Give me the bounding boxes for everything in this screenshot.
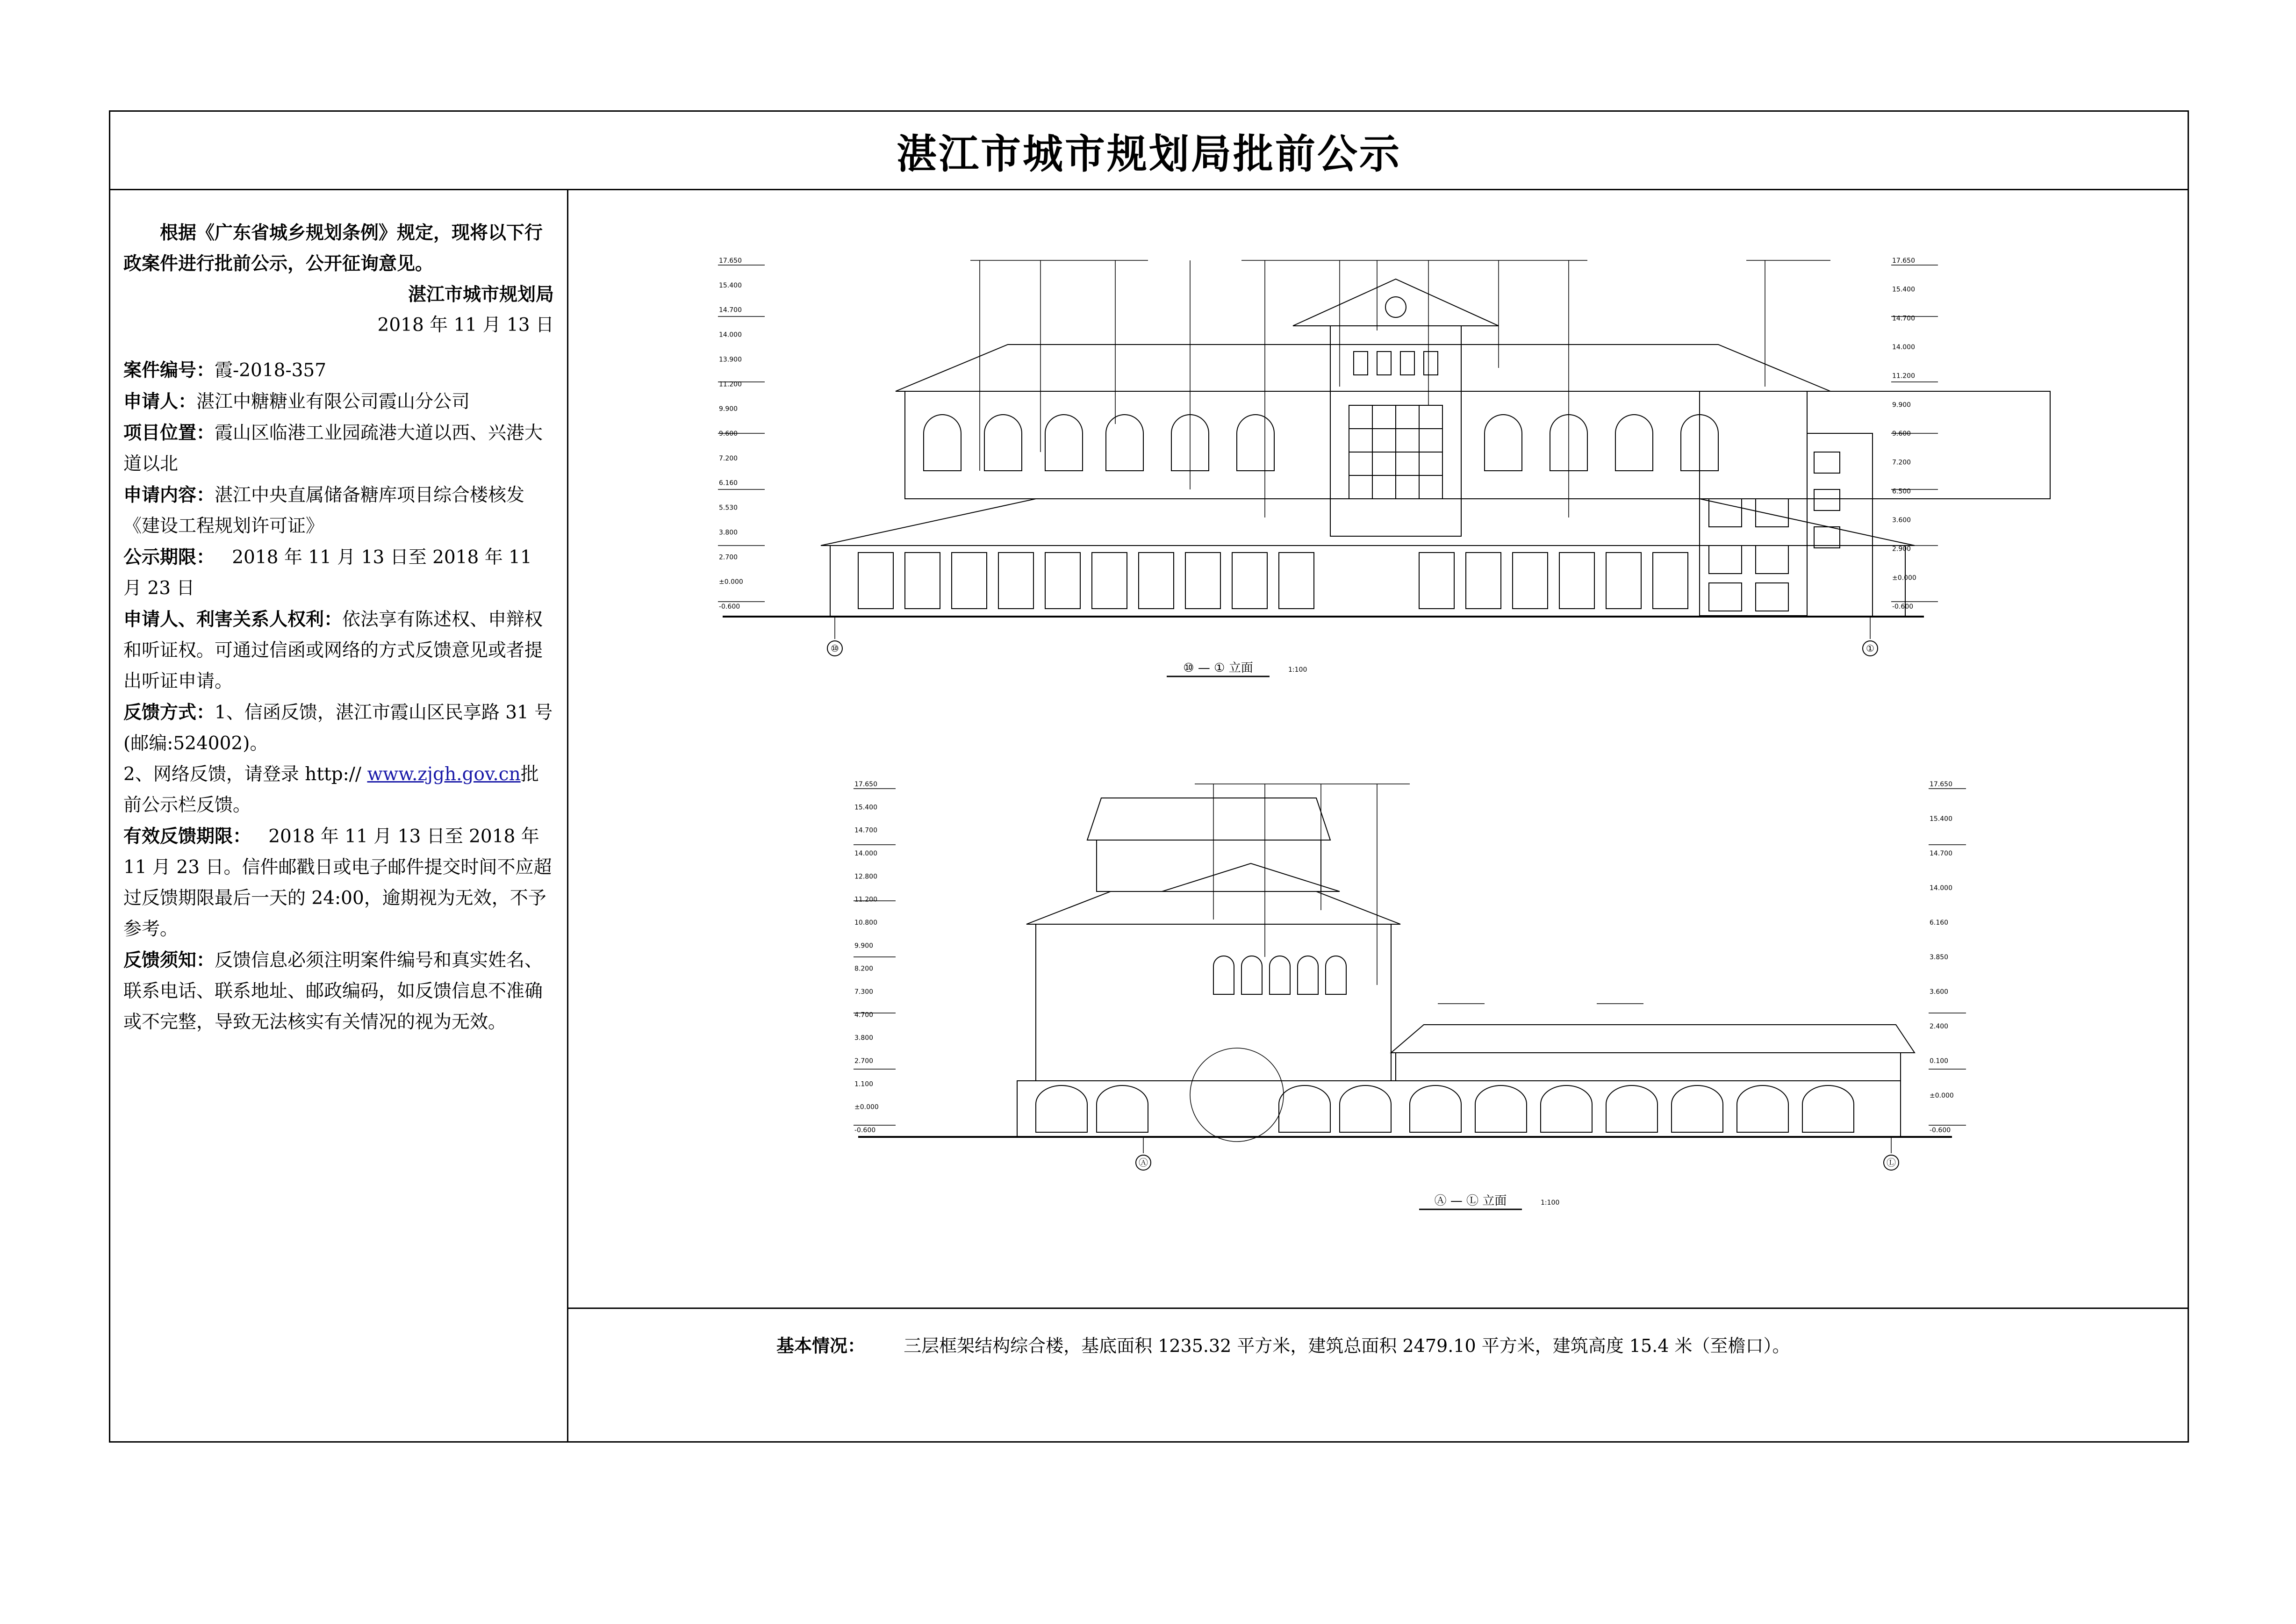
level-label: -0.600	[719, 603, 740, 611]
level-label: 7.300	[854, 988, 874, 996]
notice-date: 2018 年 11 月 13 日	[377, 315, 554, 336]
elev1-upper-block	[905, 391, 2050, 499]
elev1-level-labels	[719, 257, 743, 611]
level-label: 10.800	[854, 919, 877, 927]
level-label: 14.700	[1930, 850, 1952, 857]
elev1-scale: 1:100	[1288, 666, 1307, 674]
level-label: 2.700	[719, 553, 738, 561]
level-label: 14.700	[719, 306, 742, 314]
level-label: 8.200	[854, 965, 874, 973]
level-label: 14.000	[1892, 344, 1915, 351]
elev2-arched-windows	[1213, 956, 1346, 994]
level-label: -0.600	[1930, 1127, 1951, 1134]
elevation-drawings	[568, 190, 2188, 1309]
elev2-mid-block	[1036, 924, 1391, 1081]
drawing-column	[568, 190, 2188, 1443]
elev1-level-labels-right	[1892, 257, 1916, 611]
elev1-level-lines	[718, 265, 1938, 602]
level-label: 9.600	[719, 430, 738, 438]
level-label: 2.900	[1892, 545, 1911, 553]
page-title: 湛江市城市规划局批前公示	[897, 130, 1401, 178]
level-label: -0.600	[854, 1127, 876, 1134]
level-label: 11.200	[854, 896, 877, 904]
elev2-axis-left: Ⓐ	[1139, 1157, 1148, 1168]
level-label: 14.000	[1930, 884, 1952, 892]
level-label: -0.600	[1892, 603, 1914, 611]
level-label: 17.650	[1930, 781, 1952, 788]
elev1-tower-gable	[1293, 279, 1499, 326]
elev2-mid-gable	[1162, 863, 1340, 891]
elev2-caption: Ⓐ — Ⓛ 立面	[1434, 1194, 1507, 1208]
elev2-level-labels	[854, 781, 879, 1134]
level-label: 2.400	[1930, 1023, 1949, 1030]
level-label: 4.700	[854, 1011, 874, 1019]
level-label: 15.400	[854, 804, 877, 812]
basic-info-row	[568, 1309, 2188, 1443]
feedback-notes: 反馈须知：反馈信息必须注明案件编号和真实姓名、联系电话、联系地址、邮政编码，如反馈信息不准确或不完整，导致无法核实有关情况的视为无效。	[123, 949, 543, 1033]
basic-info-text: 三层框架结构综合楼，基底面积 1235.32 平方米，建筑总面积 2479.10 平方米，建筑高度 15.4 米（至檐口）。	[904, 1336, 1790, 1356]
basic-info-label: 基本情况：	[776, 1335, 866, 1356]
elev2-scale: 1:100	[1541, 1199, 1560, 1207]
case-number: 案件编号：霞-2018-357	[123, 359, 327, 381]
level-label: 9.600	[1892, 430, 1911, 438]
level-label: 3.850	[1930, 954, 1949, 961]
level-label: ±0.000	[1892, 574, 1916, 582]
level-label: 13.900	[719, 356, 742, 364]
level-label: ±0.000	[1930, 1092, 1954, 1099]
stakeholder-rights: 申请人、利害关系人权利：依法享有陈述权、申辩权和听证权。可通过信函或网络的方式反馈意见或者提出听证申请。	[123, 609, 543, 692]
elev2-top-box	[1097, 840, 1321, 891]
level-label: 11.200	[1892, 372, 1915, 380]
elevation-drawing-svg	[568, 190, 2188, 1308]
level-label: 7.200	[719, 454, 738, 462]
project-location: 项目位置：霞山区临港工业园疏港大道以西、兴港大道以北	[123, 422, 543, 474]
level-label: 3.800	[854, 1034, 874, 1042]
level-label: 9.900	[1892, 401, 1911, 409]
level-label: 15.400	[719, 281, 742, 289]
title-row	[110, 112, 2188, 190]
level-label: 12.800	[854, 873, 877, 881]
level-label: 14.700	[854, 826, 877, 834]
level-label: 14.000	[719, 331, 742, 339]
elev1-leader-lines	[970, 260, 1830, 517]
notice-text-column	[110, 190, 568, 1443]
level-label: 17.650	[854, 781, 877, 788]
elev1-arched-windows	[924, 415, 1718, 471]
notice-issuer: 湛江市城市规划局	[408, 284, 554, 305]
level-label: 9.900	[854, 942, 874, 950]
level-label: 15.400	[1892, 286, 1915, 294]
level-label: 3.600	[1930, 988, 1949, 996]
elev2-low-roof	[1391, 1025, 1915, 1053]
level-label: 17.650	[1892, 257, 1915, 265]
elev1-caption: ⑩ — ① 立面	[1183, 661, 1253, 675]
elev1-wing-windows	[1709, 452, 1840, 611]
valid-feedback-period: 有效反馈期限： 2018 年 11 月 13 日至 2018 年 11 月 23 日。信件邮戳日或电子邮件提交时间不应超过反馈期限最后一天的 24:00，逾期视为无效，不予参考。	[123, 826, 552, 940]
elev1-right-wing	[1700, 391, 1807, 616]
elev2-axis-right: Ⓛ	[1887, 1157, 1896, 1168]
elev1-podium-roof	[821, 499, 1915, 546]
feedback-link[interactable]: www.zjgh.gov.cn	[367, 764, 521, 785]
application-content: 申请内容：湛江中央直属储备糖库项目综合楼核发《建设工程规划许可证》	[123, 484, 525, 537]
feedback-method: 反馈方式：1、信函反馈，湛江市霞山区民享路 31 号(邮编:524002)。	[123, 702, 553, 754]
level-label: 1.100	[854, 1080, 874, 1088]
level-label: 6.160	[1930, 919, 1949, 927]
elev2-level-labels-right	[1930, 781, 1954, 1134]
elev2-ground-arcade	[1017, 1081, 1901, 1137]
elev1-tower-roundel	[1385, 297, 1406, 317]
feedback-online: 2、网络反馈，请登录 http:// www.zjgh.gov.cn批前公示栏反馈。	[123, 764, 539, 816]
elev1-ground-windows	[858, 553, 1688, 609]
level-label: 15.400	[1930, 815, 1952, 823]
level-label: 11.200	[719, 381, 742, 388]
notice-period: 公示期限： 2018 年 11 月 13 日至 2018 年 11 月 23 日	[123, 546, 532, 599]
level-label: ±0.000	[854, 1103, 879, 1111]
level-label: 3.800	[719, 529, 738, 537]
level-label: 5.530	[719, 504, 738, 512]
level-label: ±0.000	[719, 578, 743, 586]
applicant: 申请人：湛江中糖糖业有限公司霞山分公司	[123, 391, 470, 412]
level-label: 2.700	[854, 1057, 874, 1065]
level-label: 6.500	[1892, 488, 1911, 496]
level-label: 3.600	[1892, 517, 1911, 524]
notice-sheet	[109, 110, 2189, 1443]
elev2-level-lines	[854, 789, 1966, 1125]
elev2-ground-arches	[1036, 1085, 1854, 1132]
elev1-ground-floor	[830, 546, 1905, 617]
elev1-axis-right: ①	[1866, 643, 1874, 654]
level-label: 14.700	[1892, 315, 1915, 323]
notice-intro: 根据《广东省城乡规划条例》规定，现将以下行政案件进行批前公示，公开征询意见。	[123, 222, 543, 274]
elev2-top-roof	[1087, 798, 1330, 840]
level-label: 17.650	[719, 257, 742, 265]
level-label: 6.160	[719, 479, 738, 487]
level-label: 14.000	[854, 850, 877, 857]
level-label: 0.100	[1930, 1057, 1949, 1065]
level-label: 9.900	[719, 405, 738, 413]
level-label: 7.200	[1892, 459, 1911, 467]
elev1-axis-left: ⑩	[831, 643, 839, 654]
elev2-detail-circle	[1190, 1048, 1284, 1142]
